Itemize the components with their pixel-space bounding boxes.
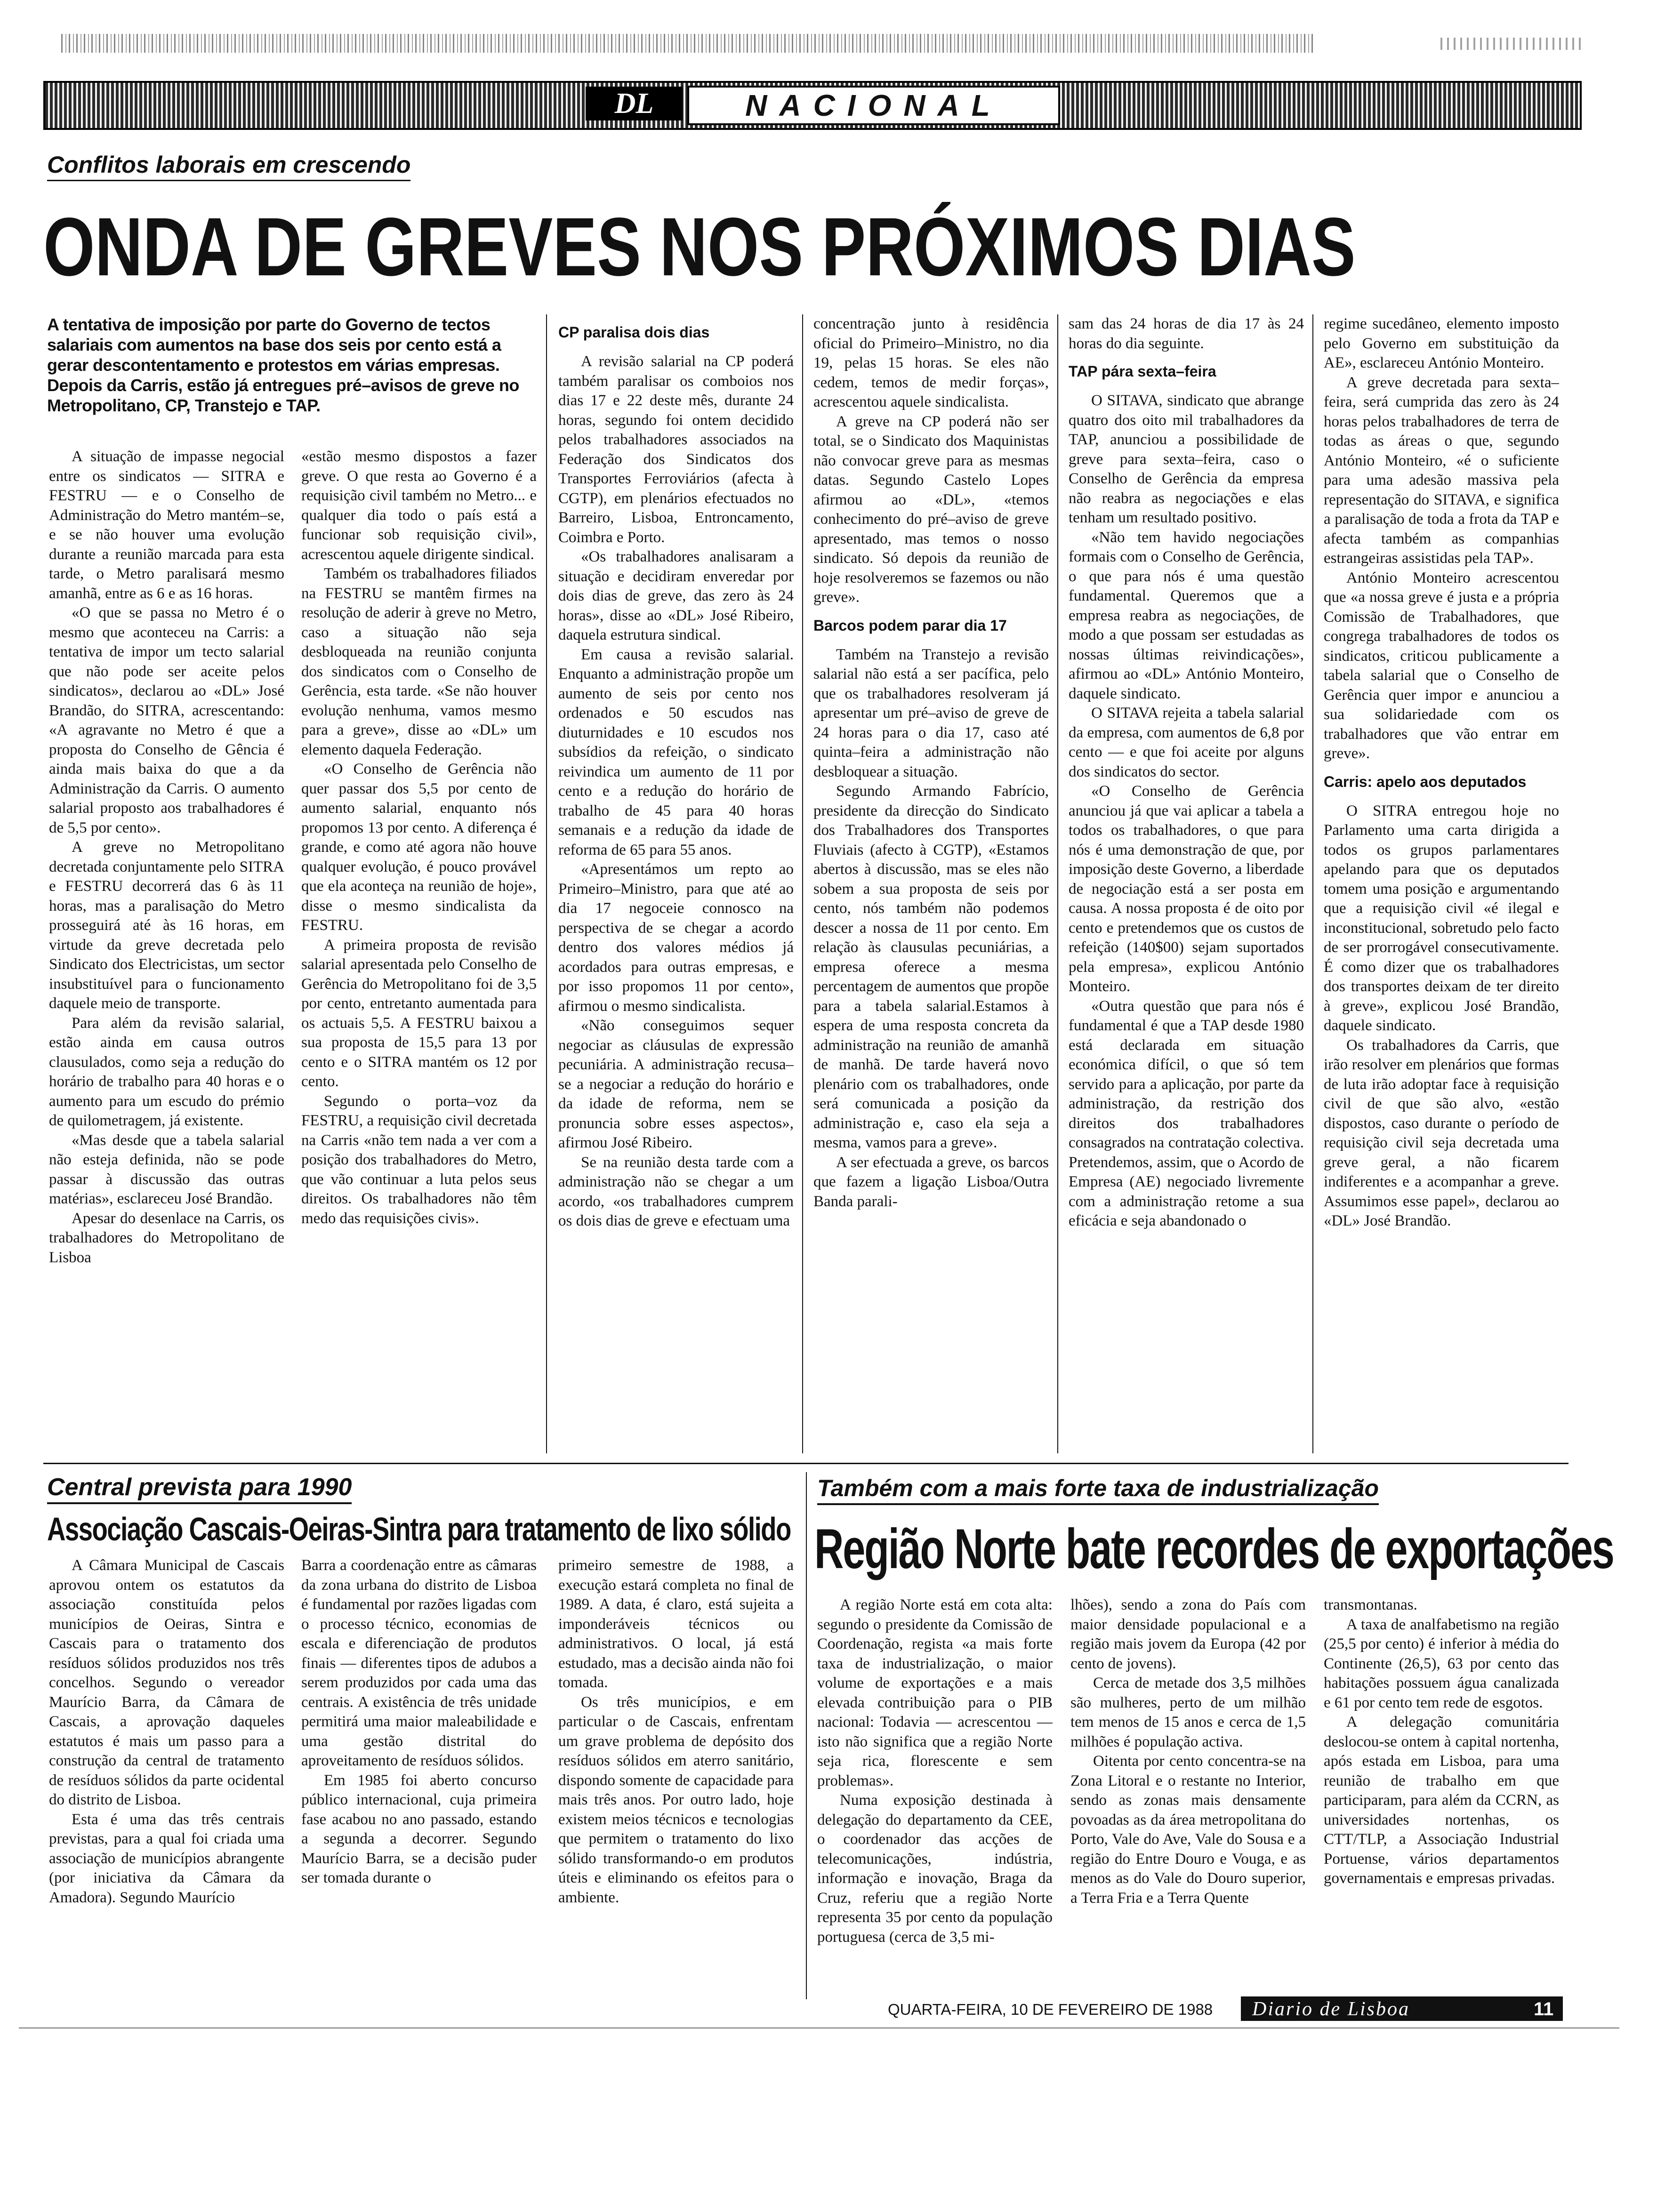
- paragraph: A Câmara Municipal de Cascais aprovou ontem os estatutos da associação constituída pelos municípios de Oeiras, Sintra e Cascais para o tratamento dos resíduos sólidos produzidos nos três concelhos. Segundo o vereador Maurício Barra, da Câmara de Cascais, a aprovação daqueles estatutos é mais um passo para a construção da central de tratamento de resíduos sólidos da parte ocidental do distrito de Lisboa.: [49, 1557, 284, 1808]
- scan-edge-strip: [61, 34, 1313, 53]
- story1-col3: [558, 314, 794, 1453]
- story3-headline: Região Norte bate recordes de exportações: [814, 1517, 1614, 1580]
- paragraph: «Não tem havido negociações formais com o Conselho de Gerência, o que para nós é uma questão fundamental. Queremos que a empresa reabra as negociações, de modo a que possam ser estudadas as nossas últimas reivindicações», afirmou ao «DL» António Monteiro, daquele sindicato.: [1069, 529, 1304, 702]
- subhead-cp: CP paralisa dois dias: [558, 324, 710, 341]
- story2-col3: [558, 1556, 794, 1998]
- column-rule: [546, 314, 547, 1453]
- section-logo: DL: [586, 87, 683, 120]
- paragraph: Numa exposição destinada à delegação do departamento da CEE, o coordenador das acções de telecomunicações, indústria, informação e inovação, Braga da Cruz, referiu que a região Norte representa 35 por cento da população portuguesa (cerca de 3,5 mi-: [817, 1792, 1053, 1946]
- paragraph: «O Conselho de Gerência não quer passar dos 5,5 por cento de aumento salarial, enquanto nós propomos 13 por cento. A diferença é grande, e como até agora não houve qualquer evolução, é pouco provável que ela aconteça na reunião de hoje», disse o mesmo sindicalista da FESTRU.: [301, 761, 537, 934]
- paragraph: A greve no Metropolitano decretada conjuntamente pelo SITRA e FESTRU decorrerá das 6 às 11 horas, mas a paralisação do Metro prosseguirá até às 16 horas, em virtude da greve decretada pelo Sindicato dos Electricistas, um sector insubstituível para o funcionamento daquele meio de transporte.: [49, 839, 284, 1012]
- paragraph: António Monteiro acrescentou que «a nossa greve é justa e a própria Comissão de Trabalhadores, que congrega trabalhadores de todos os sindicatos, criticou publicamente a tabela salarial que o Conselho de Gerência quer impor e anunciou a sua solidariedade com os trabalhadores que vão entrar em greve».: [1324, 569, 1559, 762]
- story1-col4: [813, 314, 1049, 1453]
- paragraph: «O que se passa no Metro é o mesmo que aconteceu na Carris: a tentativa de impor um tecto salarial que não pode ser aceite pelos sindicatos», declarou ao «DL» José Brandão, do SITRA, acrescentando: «A agravante no Metro é que a proposta do Conselho de Gência é ainda mais baixa do que a da Administração da Carris. O aumento salarial proposto aos trabalhadores é de 5,5 por cento».: [49, 604, 284, 836]
- story3-col3: [1324, 1595, 1559, 1996]
- footer-date: QUARTA-FEIRA, 10 DE FEVEREIRO DE 1988: [888, 2001, 1213, 2018]
- story1-col5: [1069, 314, 1304, 1453]
- paragraph: A ser efectuada a greve, os barcos que fazem a ligação Lisboa/Outra Banda parali-: [813, 1154, 1049, 1210]
- story2-col1: [49, 1556, 284, 1998]
- paragraph: Os três municípios, e em particular o de Cascais, enfrentam um grave problema de depósito dos resíduos sólidos em aterro sanitário, dispondo somente de capacidade para mais três anos. Por outro lado, hoje existem meios técnicos e tecnologias que permitem o tratamento do lixo sólido transformando-o em produtos úteis e eliminando os efeitos para o ambiente.: [558, 1693, 794, 1906]
- paragraph: A taxa de analfabetismo na região (25,5 por cento) é inferior à média do Continente (26,5), 63 por cento das habitações possuem água canalizada e 61 por cento tem rede de esgotos.: [1324, 1616, 1559, 1711]
- paragraph: O SITAVA, sindicato que abrange quatro dos oito mil trabalhadores da TAP, anunciou a possibilidade de greve para sexta–feira, caso o Conselho de Gerência da empresa não reabra as negociações e elas tenham um resultado positivo.: [1069, 392, 1304, 526]
- paragraph: Cerca de metade dos 3,5 milhões são mulheres, perto de um milhão tem menos de 15 anos e cerca de 1,5 milhões é população activa.: [1070, 1675, 1306, 1750]
- subhead-barcos: Barcos podem parar dia 17: [813, 617, 1007, 634]
- paragraph: Se na reunião desta tarde com a administração não se chegar a um acordo, «os trabalhadores cumprem os dois dias de greve e efectuam uma: [558, 1154, 794, 1229]
- paragraph: A delegação comunitária deslocou-se ontem à capital nortenha, após estada em Lisboa, para uma reunião de trabalho em que participaram, para além da CCRN, as universidades nortenhas, os CTT/TLP, a Associação Industrial Portuense, vários departamentos governamentais e empresas privadas.: [1324, 1714, 1559, 1887]
- paragraph: O SITAVA rejeita a tabela salarial da empresa, com aumentos de 6,8 por cento — e que foi aceite por alguns dos sindicatos do sector.: [1069, 705, 1304, 780]
- paragraph: Segundo Armando Fabrício, presidente da direcção do Sindicato dos Trabalhadores dos Transportes Fluviais (afecto à CGTP), «Estamos abertos à discussão, mas se eles não sobem a sua proposta de seis por cento, nós também não podemos descer a nossa de 11 por cento. Em relação às clausulas pecuniárias, a empresa oferece a mesma percentagem de aumentos que propõe para a tabela salarial.Estamos à espera de uma resposta concreta da administração na reunião de amanhã de manhã. De tarde haverá novo plenário com os trabalhadores, onde será comunicada a posição da administração e, caso ela seja a mesma, vamos para a greve».: [813, 783, 1049, 1151]
- story1-col6: [1324, 314, 1559, 1453]
- paragraph: Barra a coordenação entre as câmaras da zona urbana do distrito de Lisboa é fundamental por razões ligadas com o processo técnico, economias de escala e diferenciação de produtos finais — diferentes tipos de adubos a serem produzidos por cada uma das centrais. A existência de três unidade permitirá uma maior maleabilidade e uma gestão distrital do aproveitamento de resíduos sólidos.: [301, 1557, 537, 1769]
- paragraph: A greve decretada para sexta–feira, será cumprida das zero às 24 horas pelos trabalhadores de terra de todas as áreas o que, segundo António Monteiro, «é o suficiente para uma adesão massiva pela representação do SITAVA, e significa a paralisação de toda a frota da TAP e afecta também as companhias estrangeiras assistidas pela TAP».: [1324, 374, 1559, 567]
- column-rule: [802, 314, 803, 1453]
- paragraph: «Mas desde que a tabela salarial não esteja definida, não se pode passar à discussão das outras matérias», esclareceu José Brandão.: [49, 1131, 284, 1207]
- paragraph: Apesar do desenlace na Carris, os trabalhadores do Metropolitano de Lisboa: [49, 1210, 284, 1266]
- paragraph: regime sucedâneo, elemento imposto pelo Governo em substituição da AE», esclareceu António Monteiro.: [1324, 315, 1559, 371]
- paragraph: primeiro semestre de 1988, a execução estará completa no final de 1989. A data, é claro, está sujeita a imponderáveis técnicos ou administrativos. O local, já está estudado, mas a decisão ainda não foi tomada.: [558, 1557, 794, 1691]
- paragraph: concentração junto à residência oficial do Primeiro–Ministro, no dia 19, pelas 15 horas. Se eles não cedem, temos de medir forças», acrescentou aquele sindicalista.: [813, 315, 1049, 410]
- paragraph: Segundo o porta–voz da FESTRU, a requisição civil decretada na Carris «não tem nada a ver com a posição dos trabalhadores do Metro, que vão continuar a luta pelos seus direitos. Os trabalhadores não têm medo das requisições civis».: [301, 1092, 537, 1227]
- paragraph: A região Norte está em cota alta: segundo o presidente da Comissão de Coordenação, regista «a mais forte taxa de industrialização, o maior volume de exportações e a mais elevada contribuição para o PIB nacional: Todavia — acrescentou — isto não significa que a região Norte seja rica, florescente e sem problemas».: [817, 1596, 1053, 1789]
- paragraph: Também os trabalhadores filiados na FESTRU se mantêm firmes na resolução de aderir à greve no Metro, caso a situação não seja desbloqueada na reunião conjunta dos sindicatos com o Conselho de Gerência, esta tarde. «Se não houver evolução nenhuma, vamos mesmo para a greve», disse ao «DL» um elemento daquela Federação.: [301, 565, 537, 758]
- section-banner: [43, 81, 1582, 130]
- paragraph: A primeira proposta de revisão salarial apresentada pelo Conselho de Gerência do Metropolitano foi de 3,5 por cento, entretanto aumentada para os actuais 5,5. A FESTRU baixou a sua proposta de 15,5 para 13 por cento e o SITRA mantém os 12 por cento.: [301, 936, 537, 1090]
- paragraph: «Os trabalhadores analisaram a situação e decidiram enveredar por dois dias de greve, das zero às 24 horas», disse ao «DL» José Ribeiro, daquela estrutura sindical.: [558, 548, 794, 643]
- paragraph: Em 1985 foi aberto concurso público internacional, cuja primeira fase acabou no ano passado, estando a segunda a decorrer. Segundo Maurício Barra, se a decisão puder ser tomada durante o: [301, 1771, 537, 1886]
- story-divider: [43, 1463, 1569, 1464]
- column-rule: [1312, 314, 1313, 1453]
- story2-kicker: Central prevista para 1990: [47, 1472, 352, 1504]
- paragraph: Também na Transtejo a revisão salarial não está a ser pacífica, pelo que os trabalhadores resolveram já apresentar um pré–aviso de greve de 24 horas para o dia 17, caso até quinta–feira a administração não desbloquear a situação.: [813, 646, 1049, 780]
- story1-col2: [301, 447, 537, 1450]
- paragraph: Esta é uma das três centrais previstas, para a qual foi criada uma associação de municípios abrangente (por iniciativa da Câmara da Amadora). Segundo Maurício: [49, 1811, 284, 1906]
- story1-kicker: Conflitos laborais em crescendo: [47, 150, 410, 181]
- paragraph: lhões), sendo a zona do País com maior densidade populacional e a região mais jovem da Europa (42 por cento de jovens).: [1070, 1596, 1306, 1672]
- column-rule: [806, 1472, 807, 1999]
- paragraph: A greve na CP poderá não ser total, se o Sindicato dos Maquinistas não convocar greve para as mesmas datas. Segundo Castelo Lopes afirmou ao «DL», «temos conhecimento do pré–aviso de greve apresentado, mas temos o nosso sindicato. Só depois da reunião de hoje resolveremos se fazemos ou não greve».: [813, 413, 1049, 606]
- story2-col2: [301, 1556, 537, 1998]
- scan-edge-mark: [1440, 38, 1582, 50]
- paragraph: «Outra questão que para nós é fundamental é que a TAP desde 1980 está declarada em situação económica difícil, o que só tem servido para a aplicação, por parte da administração, da restrição dos direitos dos trabalhadores consagrados na contratação colectiva. Pretendemos, assim, que o Acordo de Empresa (AE) negociado livremente com a administração retome a sua eficácia e seja abandonado o: [1069, 997, 1304, 1229]
- story3-col1: [817, 1595, 1053, 1996]
- paragraph: «Apresentámos um repto ao Primeiro–Ministro, para que até ao dia 17 negoceie connosco na perspectiva de se chegar a acordo dentro dos valores médios já acordados para outras empresas, e por isso propomos 11 por cento», afirmou o mesmo sindicalista.: [558, 861, 794, 1015]
- story3-kicker: Também com a mais forte taxa de industrialização: [817, 1473, 1379, 1505]
- story1-lead: [47, 314, 546, 416]
- section-title: NACIONAL: [687, 86, 1060, 125]
- subhead-carris: Carris: apelo aos deputados: [1324, 773, 1527, 790]
- paragraph: «estão mesmo dispostos a fazer greve. O que resta ao Governo é a requisição civil também no Metro... e qualquer dia todo o país está a funcionar sob requisição civil», acrescentou aquele dirigente sindical.: [301, 448, 537, 563]
- paragraph: A revisão salarial na CP poderá também paralisar os comboios nos dias 17 e 22 deste mês, durante 24 horas, segundo foi ontem decidido pelos trabalhadores associados na Federação dos Sindicatos dos Transportes Ferroviários (afecta à CGTP), em plenários efectuados no Barreiro, Lisboa, Entroncamento, Coimbra e Porto.: [558, 353, 794, 546]
- footer-paper-name: Diario de Lisboa: [1252, 1998, 1410, 2020]
- paragraph: Oitenta por cento concentra-se na Zona Litoral e o restante no Interior, sendo as zonas mais densamente povoadas as da área metropolitana do Porto, Vale do Ave, Vale do Sousa e a região do Entre Douro e Vouga, e as menos as do Vale do Douro superior, a Terra Fria e a Terra Quente: [1070, 1753, 1306, 1907]
- footer-page-number: 11: [1534, 1999, 1554, 2020]
- story2-headline: Associação Cascais-Oeiras-Sintra para tratamento de lixo sólido: [47, 1511, 791, 1547]
- paragraph: A situação de impasse negocial entre os sindicatos — SITRA e FESTRU — e o Conselho de Administração do Metro mantém–se, e se não houver uma evolução durante a reunião marcada para esta tarde, o Metro paralisará mesmo amanhã, entre as 6 e as 16 horas.: [49, 448, 284, 602]
- story3-col2: [1070, 1595, 1306, 1996]
- column-rule: [1057, 314, 1058, 1453]
- paragraph: transmontanas.: [1324, 1596, 1417, 1613]
- story1-col1: [49, 447, 284, 1450]
- paragraph: sam das 24 horas de dia 17 às 24 horas do dia seguinte.: [1069, 315, 1304, 352]
- paragraph: O SITRA entregou hoje no Parlamento uma carta dirigida a todos os grupos parlamentares apelando para que os deputados tomem uma posição e argumentando que a requisição civil «é ilegal e inconstitucional, sobretudo pelo facto de ser prorrogável consecutivamente. É como dizer que os trabalhadores dos transportes deixam de ter direito à greve», explicou José Brandão, daquele sindicato.: [1324, 802, 1559, 1034]
- story1-lead-2: Depois da Carris, estão já entregues pré–avisos de greve no Metropolitano, CP, Transtejo e TAP.: [47, 376, 519, 415]
- paragraph: Os trabalhadores da Carris, que irão resolver em plenários que formas de luta irão adoptar face à requisição civil de que são alvo, «estão dispostos, caso durante o período de requisição civil seja decretada uma greve geral, a não ficarem indiferentes e a acompanhar a greve. Assumimos esse papel», declarou ao «DL» José Brandão.: [1324, 1036, 1559, 1229]
- paragraph: Para além da revisão salarial, estão ainda em causa outros clausulados, como seja a redução do horário de trabalho para 40 horas e o aumento para um escudo do prémio de quilometragem, já existente.: [49, 1014, 284, 1129]
- paragraph: Em causa a revisão salarial. Enquanto a administração propõe um aumento de seis por cento nos ordenados e 50 escudos nas diuturnidades e 10 escudos nos subsídios da refeição, o sindicato reivindica um aumento de 11 por cento e a redução do horário de trabalho de 45 para 40 horas semanais e a redução da idade de reforma de 65 para 55 anos.: [558, 646, 794, 858]
- subhead-tap: TAP pára sexta–feira: [1069, 363, 1216, 380]
- story1-headline: ONDA DE GREVES NOS PRÓXIMOS DIAS: [43, 201, 1356, 293]
- story1-lead-1: A tentativa de imposição por parte do Governo de tectos salariais com aumentos na base dos seis por cento está a gerar descontentamento e protestos em várias empresas.: [47, 315, 501, 375]
- paragraph: «Não conseguimos sequer negociar as cláusulas de expressão pecuniária. A administração recusa–se a negociar a redução do horário e da idade de reforma, nem se pronuncia sobre esses aspectos», afirmou José Ribeiro.: [558, 1017, 794, 1151]
- paragraph: «O Conselho de Gerência anunciou já que vai aplicar a tabela a todos os trabalhadores, o que para nós é uma demonstração de que, por imposição deste Governo, a liberdade de negociação está a ser posta em causa. A nossa proposta é de oito por cento e pretendemos que os custos de refeição (140$00) sejam suportados pela empresa», explicou António Monteiro.: [1069, 783, 1304, 995]
